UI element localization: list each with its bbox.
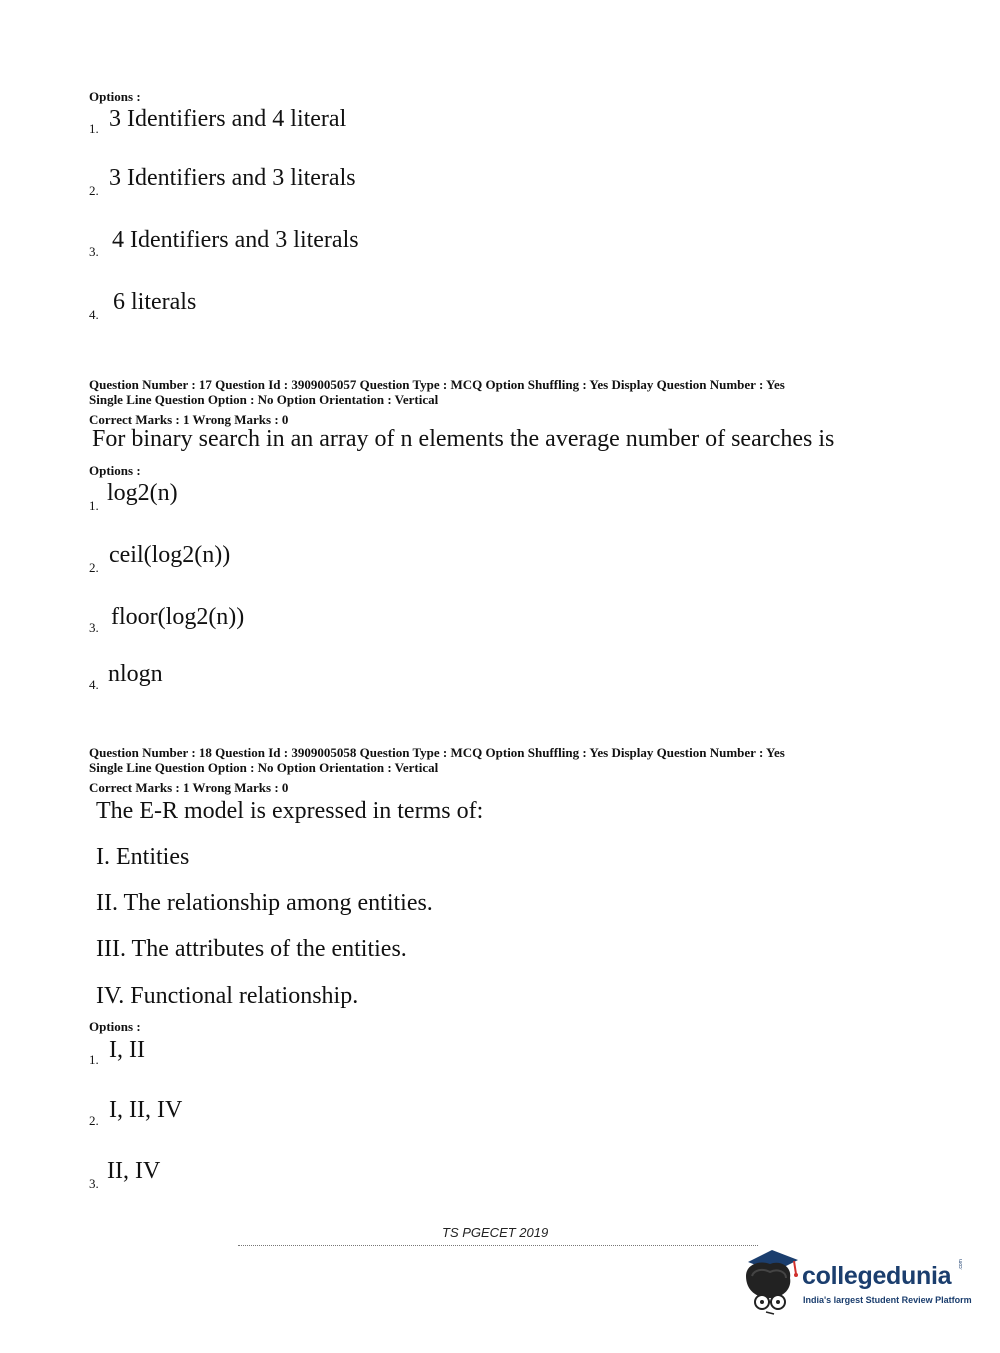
question-marks: Correct Marks : 1 Wrong Marks : 0 <box>89 780 289 795</box>
option-number: 1. <box>89 121 99 136</box>
logo-domain-suffix: .com <box>958 1259 964 1270</box>
question-text: The E-R model is expressed in terms of: <box>96 798 484 824</box>
option-number: 2. <box>89 183 99 198</box>
option-number: 4. <box>89 677 99 692</box>
question-marks: Correct Marks : 1 Wrong Marks : 0 <box>89 412 289 427</box>
option-text: 3 Identifiers and 3 literals <box>109 165 356 191</box>
statement-text: I. Entities <box>96 844 190 870</box>
option-number: 1. <box>89 498 99 513</box>
option-number: 3. <box>89 244 99 259</box>
option-number: 1. <box>89 1052 99 1067</box>
option-text: I, II <box>109 1037 145 1063</box>
option-number: 4. <box>89 307 99 322</box>
option-text: log2(n) <box>107 480 178 506</box>
options-label: Options : <box>89 463 141 478</box>
question-meta: Question Number : 18 Question Id : 3909005058 Question Type : MCQ Option Shuffling : Yes Display Question Number : Yes <box>89 745 785 760</box>
option-text: 4 Identifiers and 3 literals <box>112 227 359 253</box>
statement-text: II. The relationship among entities. <box>96 890 433 916</box>
option-text: 6 literals <box>113 289 197 315</box>
option-text: floor(log2(n)) <box>111 604 245 630</box>
footer-divider <box>238 1245 758 1246</box>
question-meta: Single Line Question Option : No Option Orientation : Vertical <box>89 760 439 775</box>
option-number: 2. <box>89 560 99 575</box>
question-meta: Question Number : 17 Question Id : 3909005057 Question Type : MCQ Option Shuffling : Yes Display Question Number : Yes <box>89 377 785 392</box>
options-label: Options : <box>89 1019 141 1034</box>
footer-exam-title: TS PGECET 2019 <box>442 1225 549 1240</box>
option-number: 3. <box>89 620 99 635</box>
logo-tagline: India's largest Student Review Platform <box>803 1295 972 1305</box>
question-meta: Single Line Question Option : No Option Orientation : Vertical <box>89 392 439 407</box>
option-text: ceil(log2(n)) <box>109 542 231 568</box>
option-text: I, II, IV <box>109 1097 183 1123</box>
collegedunia-logo <box>740 1246 972 1316</box>
option-number: 3. <box>89 1176 99 1191</box>
statement-text: IV. Functional relationship. <box>96 983 359 1009</box>
logo-wordmark: collegedunia <box>802 1262 952 1290</box>
option-number: 2. <box>89 1113 99 1128</box>
option-text: nlogn <box>108 661 163 687</box>
question-text: For binary search in an array of n elements the average number of searches is <box>92 426 835 452</box>
options-label: Options : <box>89 89 141 104</box>
statement-text: III. The attributes of the entities. <box>96 936 407 962</box>
graduate-mascot-icon <box>740 1246 802 1316</box>
option-text: II, IV <box>107 1158 161 1184</box>
option-text: 3 Identifiers and 4 literal <box>109 106 347 132</box>
